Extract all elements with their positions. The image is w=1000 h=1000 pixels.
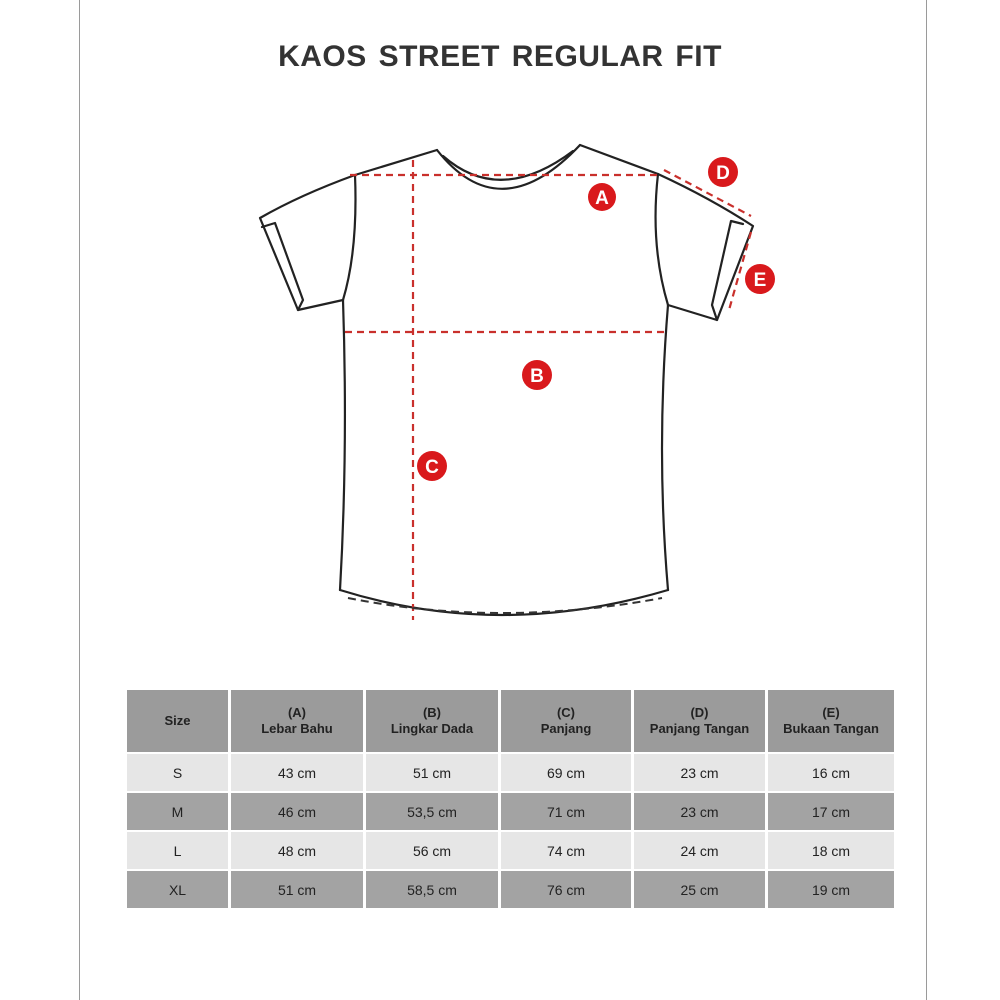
header-code: (A) — [287, 705, 307, 720]
table-row-s — [127, 754, 894, 793]
header-code: (E) — [822, 705, 840, 720]
measurement-lines — [345, 160, 751, 620]
cell-size: M — [127, 793, 228, 832]
header-panjang-tangan — [634, 690, 765, 754]
cell-panjang-tangan: 23 cm — [634, 754, 765, 793]
marker-d-label: D — [716, 163, 730, 184]
cell-lingkar-dada: 56 cm — [366, 832, 498, 871]
cell-lingkar-dada: 53,5 cm — [366, 793, 498, 832]
marker-e — [745, 264, 775, 294]
header-bukaan-tangan — [768, 690, 894, 754]
header-lebar-bahu — [231, 690, 363, 754]
table-header-row — [127, 690, 894, 754]
header-name: Lingkar Dada — [390, 721, 474, 736]
cell-panjang: 76 cm — [501, 871, 631, 910]
cell-lebar-bahu: 51 cm — [231, 871, 363, 910]
header-name: Bukaan Tangan — [783, 721, 879, 736]
cell-panjang: 71 cm — [501, 793, 631, 832]
cell-panjang: 74 cm — [501, 832, 631, 871]
cell-panjang-tangan: 24 cm — [634, 832, 765, 871]
header-lingkar-dada — [366, 690, 498, 754]
marker-b-label: B — [530, 366, 544, 387]
cell-size: S — [127, 754, 228, 793]
table-row-xl — [127, 871, 894, 910]
marker-b — [522, 360, 552, 390]
header-name: Lebar Bahu — [261, 721, 333, 736]
size-chart-table — [124, 690, 897, 910]
header-name: Panjang Tangan — [649, 721, 750, 736]
header-size: Size — [127, 690, 228, 754]
marker-a — [588, 183, 616, 211]
marker-a-label: A — [595, 188, 609, 209]
tshirt-outline — [260, 145, 753, 615]
table-row-m — [127, 793, 894, 832]
marker-d — [708, 157, 738, 187]
header-code: (C) — [556, 705, 576, 720]
marker-e-label: E — [753, 270, 767, 291]
cell-bukaan-tangan: 17 cm — [768, 793, 894, 832]
table-row-l — [127, 832, 894, 871]
cell-bukaan-tangan: 18 cm — [768, 832, 894, 871]
header-panjang — [501, 690, 631, 754]
cell-lebar-bahu: 46 cm — [231, 793, 363, 832]
cell-size: L — [127, 832, 228, 871]
cell-lebar-bahu: 48 cm — [231, 832, 363, 871]
cell-panjang: 69 cm — [501, 754, 631, 793]
cell-lingkar-dada: 58,5 cm — [366, 871, 498, 910]
page-title: KAOS STREET REGULAR FIT — [278, 40, 722, 73]
sleeve-length-line — [664, 170, 751, 216]
cell-size: XL — [127, 871, 228, 910]
cell-bukaan-tangan: 19 cm — [768, 871, 894, 910]
marker-c — [417, 451, 447, 481]
header-code: (D) — [690, 705, 709, 720]
cell-panjang-tangan: 25 cm — [634, 871, 765, 910]
cell-bukaan-tangan: 16 cm — [768, 754, 894, 793]
cell-panjang-tangan: 23 cm — [634, 793, 765, 832]
cell-lebar-bahu: 43 cm — [231, 754, 363, 793]
header-name: Panjang — [540, 721, 592, 736]
marker-c-label: C — [425, 457, 439, 478]
hem-line — [348, 598, 662, 613]
header-code: (B) — [422, 705, 442, 720]
cell-lingkar-dada: 51 cm — [366, 754, 498, 793]
